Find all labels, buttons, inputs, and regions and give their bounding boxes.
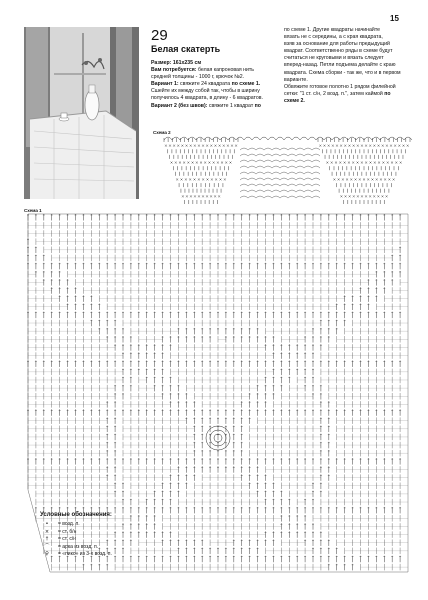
scallop-mark xyxy=(252,137,260,140)
arch-mark xyxy=(248,166,256,168)
arch-mark xyxy=(280,172,288,174)
edging-stitch xyxy=(378,145,380,147)
arch-mark xyxy=(312,148,320,150)
arch-mark xyxy=(256,154,264,156)
edging-stitch xyxy=(357,145,359,147)
instruction-text: взяв за основание для работы предыдущий xyxy=(284,41,390,48)
edging-stitch xyxy=(398,145,400,147)
arch-mark xyxy=(280,154,288,156)
arch-mark xyxy=(280,148,288,150)
edging-stitch xyxy=(340,195,342,197)
edging-stitch xyxy=(367,178,369,180)
arch-mark xyxy=(272,160,280,162)
arch-mark xyxy=(272,196,280,198)
edging-stitch xyxy=(339,162,341,164)
edging-stitch xyxy=(190,145,192,147)
arch-mark xyxy=(312,190,320,192)
edging-stitch xyxy=(369,145,371,147)
scallop-mark xyxy=(244,137,252,140)
arch-mark xyxy=(272,172,280,174)
arch-mark xyxy=(312,184,320,186)
arch-mark xyxy=(240,148,248,150)
edging-stitch xyxy=(169,145,171,147)
edging-stitch xyxy=(335,162,337,164)
arch-mark xyxy=(280,178,288,180)
edging-stitch xyxy=(196,162,198,164)
edging-stitch xyxy=(388,178,390,180)
arch-mark xyxy=(256,196,264,198)
instruction-text: свяжите 24 квадрата xyxy=(180,81,232,88)
scallop-mark xyxy=(276,137,284,140)
edging-stitch xyxy=(194,178,196,180)
pattern-title: Белая скатерть xyxy=(151,44,221,54)
arch-mark xyxy=(248,148,256,150)
schema1-label: Схема 1 xyxy=(24,208,42,213)
arch-mark xyxy=(304,172,312,174)
page-number: 15 xyxy=(390,14,399,23)
instruction-text: белая капроновая нить xyxy=(197,67,254,74)
arch-mark xyxy=(264,196,272,198)
edging-stitch xyxy=(344,145,346,147)
edging-stitch xyxy=(369,195,371,197)
edging-stitch xyxy=(373,145,375,147)
edging-stitch xyxy=(359,178,361,180)
edging-stitch xyxy=(353,145,355,147)
edging-stitch xyxy=(189,178,191,180)
edging-stitch xyxy=(214,145,216,147)
arch-mark xyxy=(248,196,256,198)
legend-item xyxy=(40,536,112,543)
edging-stitch xyxy=(206,145,208,147)
arch-mark xyxy=(264,154,272,156)
arch-mark xyxy=(264,166,272,168)
scallop-mark xyxy=(380,137,388,140)
scallop-mark xyxy=(300,137,308,140)
edging-stitch xyxy=(190,195,192,197)
edging-stitch xyxy=(229,162,231,164)
edging-stitch xyxy=(355,178,357,180)
edging-stitch xyxy=(326,162,328,164)
edging-stitch xyxy=(361,195,363,197)
schema2-label: Схема 2 xyxy=(153,130,171,135)
scallop-mark xyxy=(196,137,204,140)
edging-stitch xyxy=(202,195,204,197)
arch-mark xyxy=(296,178,304,180)
edging-stitch xyxy=(224,178,226,180)
scallop-mark xyxy=(372,137,380,140)
arch-mark xyxy=(240,190,248,192)
edging-stitch xyxy=(204,162,206,164)
arch-mark xyxy=(248,172,256,174)
arch-mark xyxy=(288,178,296,180)
instruction-text: считаться не круговыми и вязать следует xyxy=(284,55,384,62)
edging-stitch xyxy=(386,195,388,197)
arch-mark xyxy=(256,148,264,150)
arch-mark xyxy=(296,160,304,162)
scallop-mark xyxy=(220,137,228,140)
arch-mark xyxy=(272,184,280,186)
scallop-mark xyxy=(348,137,356,140)
edging-stitch xyxy=(361,162,363,164)
arch-mark xyxy=(304,196,312,198)
arch-mark xyxy=(288,196,296,198)
instruction-text: Обвяжите готовое полотно 1 рядом филейной xyxy=(284,83,396,90)
instruction-text: варианте. xyxy=(284,76,308,83)
edging-stitch xyxy=(206,178,208,180)
arch-mark xyxy=(304,148,312,150)
edging-stitch xyxy=(407,145,409,147)
arch-mark xyxy=(312,154,320,156)
edging-stitch xyxy=(319,145,321,147)
instruction-text: получилось 4 квадрата, в длину - 6 квадратов. xyxy=(151,95,263,102)
edging-stitch xyxy=(365,145,367,147)
instruction-text: квадрат. Соответственно ряды в схеме будут xyxy=(284,48,393,55)
arch-mark xyxy=(288,184,296,186)
edging-stitch xyxy=(181,145,183,147)
edging-stitch xyxy=(210,195,212,197)
legend-symbol: × xyxy=(44,528,50,535)
edging-stitch xyxy=(357,195,359,197)
instruction-text: вязать не с середины, а с края квадрата, xyxy=(284,34,383,41)
edging-stitch xyxy=(186,195,188,197)
edging-stitch xyxy=(333,178,335,180)
edging-stitch xyxy=(378,162,380,164)
instruction-text: сетки: "1 ст. с/н, 2 возд. п.", затем каймой xyxy=(284,90,385,97)
scallop-mark xyxy=(172,137,180,140)
edging-stitch xyxy=(208,162,210,164)
edging-stitch xyxy=(328,145,330,147)
edging-stitch xyxy=(386,145,388,147)
arch-mark xyxy=(296,154,304,156)
edging-stitch xyxy=(352,162,354,164)
arch-mark xyxy=(296,148,304,150)
arch-mark xyxy=(304,160,312,162)
edging-stitch xyxy=(350,178,352,180)
edging-stitch xyxy=(186,145,188,147)
edging-stitch xyxy=(211,178,213,180)
arch-mark xyxy=(280,166,288,168)
edging-stitch xyxy=(374,162,376,164)
arch-mark xyxy=(264,160,272,162)
arch-mark xyxy=(256,172,264,174)
arch-mark xyxy=(240,184,248,186)
edging-stitch xyxy=(365,195,367,197)
edging-stitch xyxy=(198,178,200,180)
scallop-mark xyxy=(260,137,268,140)
edging-stitch xyxy=(371,178,373,180)
arch-mark xyxy=(248,184,256,186)
arch-mark xyxy=(240,172,248,174)
arch-mark xyxy=(272,148,280,150)
arch-mark xyxy=(312,178,320,180)
instruction-text: средней толщины - 1000 г, крючок №2. xyxy=(151,74,245,81)
edging-stitch xyxy=(219,145,221,147)
legend xyxy=(40,512,112,558)
arch-mark xyxy=(256,178,264,180)
arch-mark xyxy=(280,160,288,162)
edging-stitch xyxy=(365,162,367,164)
edging-stitch xyxy=(182,195,184,197)
edging-stitch xyxy=(363,178,365,180)
legend-symbol: † xyxy=(45,536,49,543)
edging-stitch xyxy=(382,162,384,164)
edging-stitch xyxy=(332,145,334,147)
instruction-text: Сшейте их между собой так, чтобы в ширину xyxy=(151,88,260,95)
arch-mark xyxy=(264,148,272,150)
edging-stitch xyxy=(202,178,204,180)
instruction-text: Вам потребуется: xyxy=(151,67,198,74)
arch-mark xyxy=(288,190,296,192)
arch-mark xyxy=(288,148,296,150)
legend-item xyxy=(40,551,112,558)
edging-stitch xyxy=(340,145,342,147)
instruction-text: Вариант 2 (без швов): xyxy=(151,102,209,109)
scallop-mark xyxy=(284,137,292,140)
edging-stitch xyxy=(231,145,233,147)
edging-stitch xyxy=(336,145,338,147)
scallop-mark xyxy=(324,137,332,140)
arch-mark xyxy=(280,196,288,198)
arch-mark xyxy=(240,154,248,156)
arch-mark xyxy=(304,184,312,186)
arch-mark xyxy=(264,190,272,192)
edging-stitch xyxy=(210,145,212,147)
edging-stitch xyxy=(380,178,382,180)
edging-stitch xyxy=(185,178,187,180)
arch-mark xyxy=(304,178,312,180)
scallop-mark xyxy=(396,137,404,140)
edging-stitch xyxy=(357,162,359,164)
edging-stitch xyxy=(221,162,223,164)
arch-mark xyxy=(312,172,320,174)
edging-stitch xyxy=(377,195,379,197)
edging-stitch xyxy=(353,195,355,197)
legend-text: = ст. б/н xyxy=(58,528,77,535)
pattern-number: 29 xyxy=(151,27,168,44)
edging-stitch xyxy=(227,145,229,147)
arch-mark xyxy=(280,190,288,192)
scallop-mark xyxy=(308,137,316,140)
scallop-mark xyxy=(404,137,412,140)
arch-mark xyxy=(312,166,320,168)
instruction-text: по xyxy=(254,102,261,109)
edging-stitch xyxy=(349,195,351,197)
instruction-text: свяжите 1 квадрат xyxy=(208,102,255,109)
edging-stitch xyxy=(361,145,363,147)
edging-stitch xyxy=(348,162,350,164)
edging-stitch xyxy=(376,178,378,180)
legend-item xyxy=(40,529,112,536)
arch-mark xyxy=(312,160,320,162)
edging-stitch xyxy=(345,195,347,197)
edging-stitch xyxy=(173,145,175,147)
edging-stitch xyxy=(218,195,220,197)
edging-stitch xyxy=(373,195,375,197)
edging-stitch xyxy=(331,162,333,164)
scallop-mark xyxy=(316,137,324,140)
instruction-text: по схеме 1. xyxy=(231,81,261,88)
arch-mark xyxy=(264,178,272,180)
edging-stitch xyxy=(217,162,219,164)
arch-mark xyxy=(240,196,248,198)
arch-mark xyxy=(248,154,256,156)
arch-mark xyxy=(248,160,256,162)
arch-mark xyxy=(272,190,280,192)
instruction-text: по xyxy=(384,90,391,97)
legend-item xyxy=(40,521,112,528)
legend-symbol: • xyxy=(45,521,49,528)
edging-stitch xyxy=(348,145,350,147)
instruction-text: вперед-назад. Петли подъема делайте с краю xyxy=(284,62,396,69)
arch-mark xyxy=(256,160,264,162)
arch-mark xyxy=(272,178,280,180)
arch-mark xyxy=(280,184,288,186)
legend-title: Условные обозначения: xyxy=(40,512,112,518)
edging-stitch xyxy=(225,162,227,164)
instruction-text: Размер: 161x235 см xyxy=(151,60,202,66)
edging-stitch xyxy=(165,145,167,147)
arch-mark xyxy=(264,172,272,174)
edging-stitch xyxy=(194,145,196,147)
arch-mark xyxy=(288,166,296,168)
legend-symbol: ⌒ xyxy=(44,543,50,550)
arch-mark xyxy=(288,172,296,174)
arch-mark xyxy=(296,184,304,186)
legend-symbol: ♀ xyxy=(45,551,49,558)
edging-stitch xyxy=(175,162,177,164)
legend-item xyxy=(40,544,112,551)
arch-mark xyxy=(240,178,248,180)
schema2-diagram xyxy=(164,137,412,204)
arch-mark xyxy=(296,172,304,174)
scallop-mark xyxy=(268,137,276,140)
scallop-mark xyxy=(340,137,348,140)
arch-mark xyxy=(272,154,280,156)
arch-mark xyxy=(304,190,312,192)
edging-stitch xyxy=(177,145,179,147)
edging-stitch xyxy=(235,145,237,147)
arch-mark xyxy=(288,154,296,156)
instruction-text: квадрата. Схема сборки - так же, что и в первом xyxy=(284,69,401,76)
edging-stitch xyxy=(214,195,216,197)
edging-stitch xyxy=(382,145,384,147)
edging-stitch xyxy=(403,145,405,147)
edging-stitch xyxy=(344,162,346,164)
scallop-mark xyxy=(228,137,236,140)
arch-mark xyxy=(304,154,312,156)
edging-stitch xyxy=(183,162,185,164)
edging-stitch xyxy=(176,178,178,180)
arch-mark xyxy=(272,166,280,168)
edging-stitch xyxy=(219,178,221,180)
edging-stitch xyxy=(391,162,393,164)
edging-stitch xyxy=(206,195,208,197)
edging-stitch xyxy=(346,178,348,180)
arch-mark xyxy=(296,166,304,168)
edging-stitch xyxy=(215,178,217,180)
instruction-text: схеме 2. xyxy=(284,97,305,104)
arch-mark xyxy=(288,160,296,162)
edging-stitch xyxy=(323,145,325,147)
edging-stitch xyxy=(213,162,215,164)
edging-stitch xyxy=(187,162,189,164)
legend-text: = «пико» из 3-х возд. п. xyxy=(58,551,112,558)
edging-stitch xyxy=(171,162,173,164)
edging-stitch xyxy=(395,162,397,164)
arch-mark xyxy=(248,190,256,192)
arch-mark xyxy=(256,166,264,168)
edging-stitch xyxy=(384,178,386,180)
arch-mark xyxy=(264,184,272,186)
edging-stitch xyxy=(181,178,183,180)
arch-mark xyxy=(312,196,320,198)
edging-stitch xyxy=(192,162,194,164)
edging-stitch xyxy=(194,195,196,197)
edging-stitch xyxy=(342,178,344,180)
legend-text: = ст. с/н xyxy=(58,536,76,543)
edging-stitch xyxy=(387,162,389,164)
edging-stitch xyxy=(179,162,181,164)
edging-stitch xyxy=(369,162,371,164)
edging-stitch xyxy=(393,178,395,180)
edging-stitch xyxy=(394,145,396,147)
scallop-mark xyxy=(188,137,196,140)
edging-stitch xyxy=(381,195,383,197)
edging-stitch xyxy=(338,178,340,180)
scallop-mark xyxy=(180,137,188,140)
arch-mark xyxy=(256,190,264,192)
scallop-mark xyxy=(236,137,244,140)
edging-stitch xyxy=(198,145,200,147)
instruction-text: Вариант 1: xyxy=(151,81,181,88)
legend-text: = арка из возд. п. xyxy=(58,543,99,550)
instruction-text: по схеме 1. Другие квадраты начинайте xyxy=(284,27,381,33)
edging-stitch xyxy=(390,145,392,147)
arch-mark xyxy=(256,184,264,186)
arch-mark xyxy=(304,166,312,168)
arch-mark xyxy=(296,190,304,192)
edging-stitch xyxy=(400,162,402,164)
edging-stitch xyxy=(223,145,225,147)
legend-text: = возд. п. xyxy=(58,521,80,528)
arch-mark xyxy=(248,178,256,180)
arch-mark xyxy=(296,196,304,198)
edging-stitch xyxy=(202,145,204,147)
edging-stitch xyxy=(200,162,202,164)
arch-mark xyxy=(240,166,248,168)
edging-stitch xyxy=(198,195,200,197)
arch-mark xyxy=(240,160,248,162)
scallop-mark xyxy=(292,137,300,140)
